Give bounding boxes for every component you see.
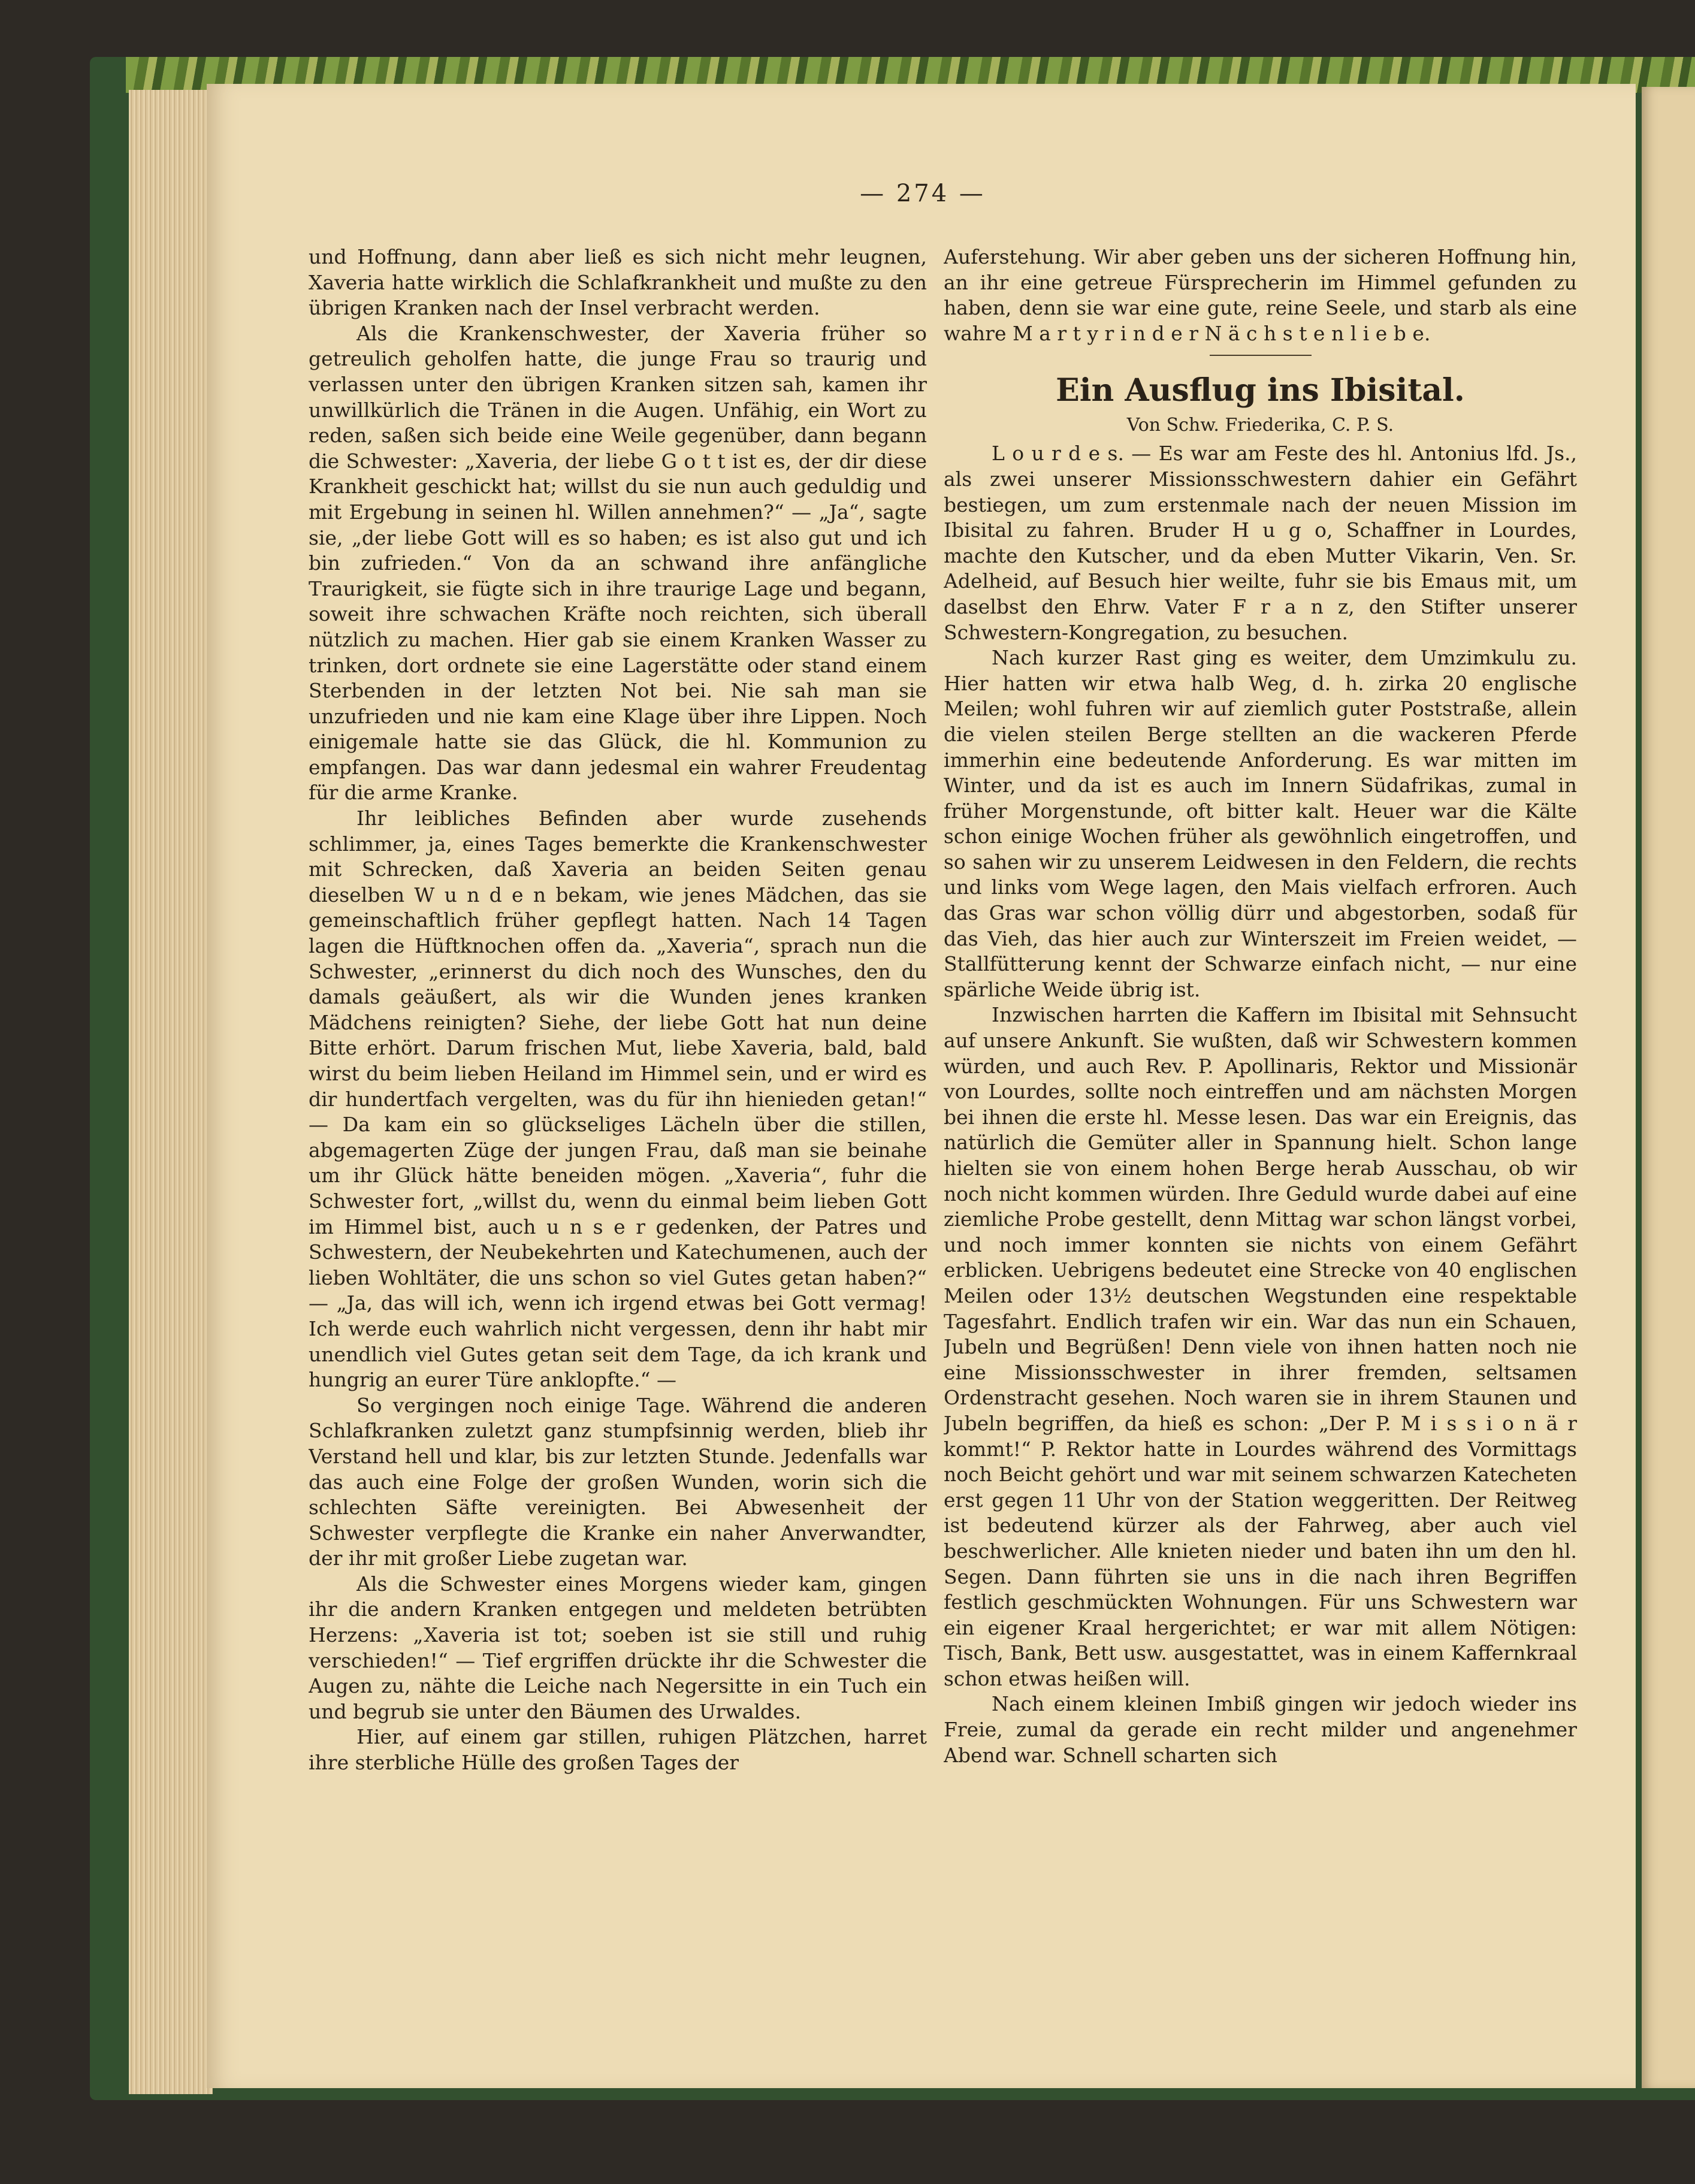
article-title: Ein Ausflug ins Ibisital. (1056, 372, 1465, 409)
article-byline: Von Schw. Friederika, C. P. S. (1126, 415, 1394, 436)
left-paragraph-5: Als die Schwester eines Morgens wieder kam, gingen ihr die andern Kranken entgegen und meldeten betrübten Herzens: „Xaveria ist tot; soeben ist sie still und ruhig verschieden!“ — Tief ergriffen drückte ihr die Schwester die Augen zu, nähte die Leiche nach Negersitte in ein Tuch ein und begrub sie unter den Bäumen des Urwaldes. (309, 1572, 927, 1723)
left-paragraph-4: So vergingen noch einige Tage. Während die anderen Schlafkranken zuletzt ganz stumpfsinnig werden, blieb ihr Verstand hell und klar, bis zur letzten Stunde. Jedenfalls war das auch eine Folge der großen Wunden, worin sich die schlechten Säfte vereinigten. Bei Abwesenheit der Schwester verpflegte die Kranke ein naher Anverwandter, der ihr mit großer Liebe zugetan war. (309, 1393, 927, 1570)
article-paragraph-3: Inzwischen harrten die Kaffern im Ibisital mit Sehnsucht auf unsere Ankunft. Sie wußten, daß wir Schwestern kommen würden, und auch Rev. P. Apollinaris, Rektor und Missionär von Lourdes, sollte noch eintreffen und am nächsten Morgen bei ihnen die erste hl. Messe lesen. Das war ein Ereignis, das natürlich die Gemüter aller in Spannung hielt. Schon lange hielten sie von einem hohen Berge herab Ausschau, ob wir noch nicht kommen würden. Ihre Geduld wurde dabei auf eine ziemliche Probe gestellt, denn Mittag war schon längst vorbei, und noch immer konnten sie nichts von einem Gefährt erblicken. Uebrigens bedeutet eine Strecke von 40 englischen Meilen oder 13½ deutschen Wegstunden eine respektable Tagesfahrt. Endlich trafen wir ein. War das nun ein Schauen, Jubeln und Begrüßen! Denn viele von ihnen hatten noch nie eine Missionsschwester in ihrer fremden, seltsamen Ordenstracht gesehen. Noch waren sie in ihrem Staunen und Jubeln begriffen, da hieß es schon: „Der P. M i s s i o n ä r kommt!“ P. Rektor hatte in Lourdes während des Vormittags noch Beicht gehört und war mit seinem schwarzen Katecheten erst gegen 11 Uhr von der Station weggeritten. Der Reitweg ist bedeutend kürzer als der Fahrweg, aber auch viel beschwerlicher. Alle knieten nieder und baten ihn um den hl. Segen. Dann führten sie uns in die nach ihren Begriffen festlich geschmückten Wohnungen. Für uns Schwestern war ein eigener Kraal hergerichtet; er war mit allem Nötigen: Tisch, Bank, Bett usw. ausgestattet, was in einem Kaffernkraal schon etwas heißen will. (944, 1003, 1577, 1690)
left-paragraph-1: und Hoffnung, dann aber ließ es sich nicht mehr leugnen, Xaveria hatte wirklich die Schlafkrankheit und mußte zu den übrigen Kranken nach der Insel verbracht werden. (309, 245, 927, 320)
page-edges (129, 90, 213, 2094)
left-column (309, 244, 927, 2042)
right-intro-paragraph: Auferstehung. Wir aber geben uns der sicheren Hoffnung hin, an ihr eine getreue Fürsprecherin im Himmel gefunden zu haben, denn sie war eine gute, reine Seele, und starb als eine wahre M a r t y r i n d e r N ä c h s t e n l i e b e. (944, 245, 1577, 345)
left-paragraph-2: Als die Krankenschwester, der Xaveria früher so getreulich geholfen hatte, die junge Frau so traurig und verlassen unter den übrigen Kranken sitzen sah, kamen ihr unwillkürlich die Tränen in die Augen. Unfähig, ein Wort zu reden, saßen sich beide eine Weile gegenüber, dann begann die Schwester: „Xaveria, der liebe G o t t ist es, der dir diese Krankheit geschickt hat; willst du sie nun auch geduldig und mit Ergebung in seinen hl. Willen annehmen?“ — „Ja“, sagte sie, „der liebe Gott will es so haben; es ist also gut und ich bin zufrieden.“ Von da an schwand ihre anfängliche Traurigkeit, sie fügte sich in ihre traurige Lage und begann, soweit ihre schwachen Kräfte noch reichten, sich überall nützlich zu machen. Hier gab sie einem Kranken Wasser zu trinken, dort ordnete sie eine Lagerstätte oder stand einem Sterbenden in der letzten Not bei. Nie sah man sie unzufrieden und nie kam eine Klage über ihre Lippen. Noch einigemale hatte sie das Glück, die hl. Kommunion zu empfangen. Das war dann jedesmal ein wahrer Freudentag für die arme Kranke. (309, 321, 927, 805)
section-divider (1210, 355, 1312, 356)
article-paragraph-4: Nach einem kleinen Imbiß gingen wir jedoch wieder ins Freie, zumal da gerade ein recht milder und angenehmer Abend war. Schnell scharten sich (944, 1692, 1577, 1767)
adjacent-page (1642, 87, 1695, 2088)
left-paragraph-6: Hier, auf einem gar stillen, ruhigen Plätzchen, harret ihre sterbliche Hülle des großen Tages der (309, 1725, 927, 1775)
article-paragraph-2: Nach kurzer Rast ging es weiter, dem Umzimkulu zu. Hier hatten wir etwa halb Weg, d. h. zirka 20 englische Meilen; wohl fuhren wir auf ziemlich guter Poststraße, allein die vielen steilen Berge stellten an die wackeren Pferde immerhin eine bedeutende Anforderung. Es war mitten im Winter, und da ist es auch im Innern Südafrikas, zumal in früher Morgenstunde, oft bitter kalt. Heuer war die Kälte schon einige Wochen früher als gewöhnlich eingetroffen, und so sahen wir zu unserem Leidwesen in den Feldern, die rechts und links vom Wege lagen, den Mais vielfach erfroren. Auch das Gras war schon völlig dürr und abgestorben, sodaß für das Vieh, das hier auch zur Winterszeit im Freien weidet, — Stallfütterung kennt der Schwarze einfach nicht, — nur eine spärliche Weide übrig ist. (944, 646, 1577, 1001)
right-column (944, 244, 1577, 2042)
left-paragraph-3: Ihr leibliches Befinden aber wurde zusehends schlimmer, ja, eines Tages bemerkte die Krankenschwester mit Schrecken, daß Xaveria an beiden Seiten genau dieselben W u n d e n bekam, wie jenes Mädchen, das sie gemeinschaftlich früher gepflegt hatten. Nach 14 Tagen lagen die Hüftknochen offen da. „Xaveria“, sprach nun die Schwester, „erinnerst du dich noch des Wunsches, den du damals geäußert, als wir die Wunden jenes kranken Mädchens reinigten? Siehe, der liebe Gott hat nun deine Bitte erhört. Darum frischen Mut, liebe Xaveria, bald, bald wirst du beim lieben Heiland im Himmel sein, und er wird es dir hundertfach vergelten, was du für ihn hienieden getan!“ — Da kam ein so glückseliges Lächeln über die stillen, abgemagerten Züge der jungen Frau, daß man sie beinahe um ihr Glück hätte beneiden mögen. „Xaveria“, fuhr die Schwester fort, „willst du, wenn du einmal beim lieben Gott im Himmel bist, auch u n s e r gedenken, der Patres und Schwestern, der Neubekehrten und Katechumenen, auch der lieben Wohltäter, die uns schon so viel Gutes getan haben?“ — „Ja, das will ich, wenn ich irgend etwas bei Gott vermag! Ich werde euch wahrlich nicht vergessen, denn ihr habt mir unendlich viel Gutes getan seit dem Tage, da ich krank und hungrig an eurer Türe anklopfte.“ — (309, 806, 927, 1392)
article-paragraph-1: L o u r d e s. — Es war am Feste des hl. Antonius lfd. Js., als zwei unserer Missionsschwestern dahier ein Gefährt bestiegen, um zum erstenmale nach der neuen Mission im Ibisital zu fahren. Bruder H u g o, Schaffner in Lourdes, machte den Kutscher, und da eben Mutter Vikarin, Ven. Sr. Adelheid, auf Besuch hier weilte, fuhr sie bis Emaus mit, um daselbst den Ehrw. Vater F r a n z, den Stifter unserer Schwestern-Kongregation, zu besuchen. (944, 442, 1577, 644)
page-number: — 274 — (860, 180, 986, 207)
